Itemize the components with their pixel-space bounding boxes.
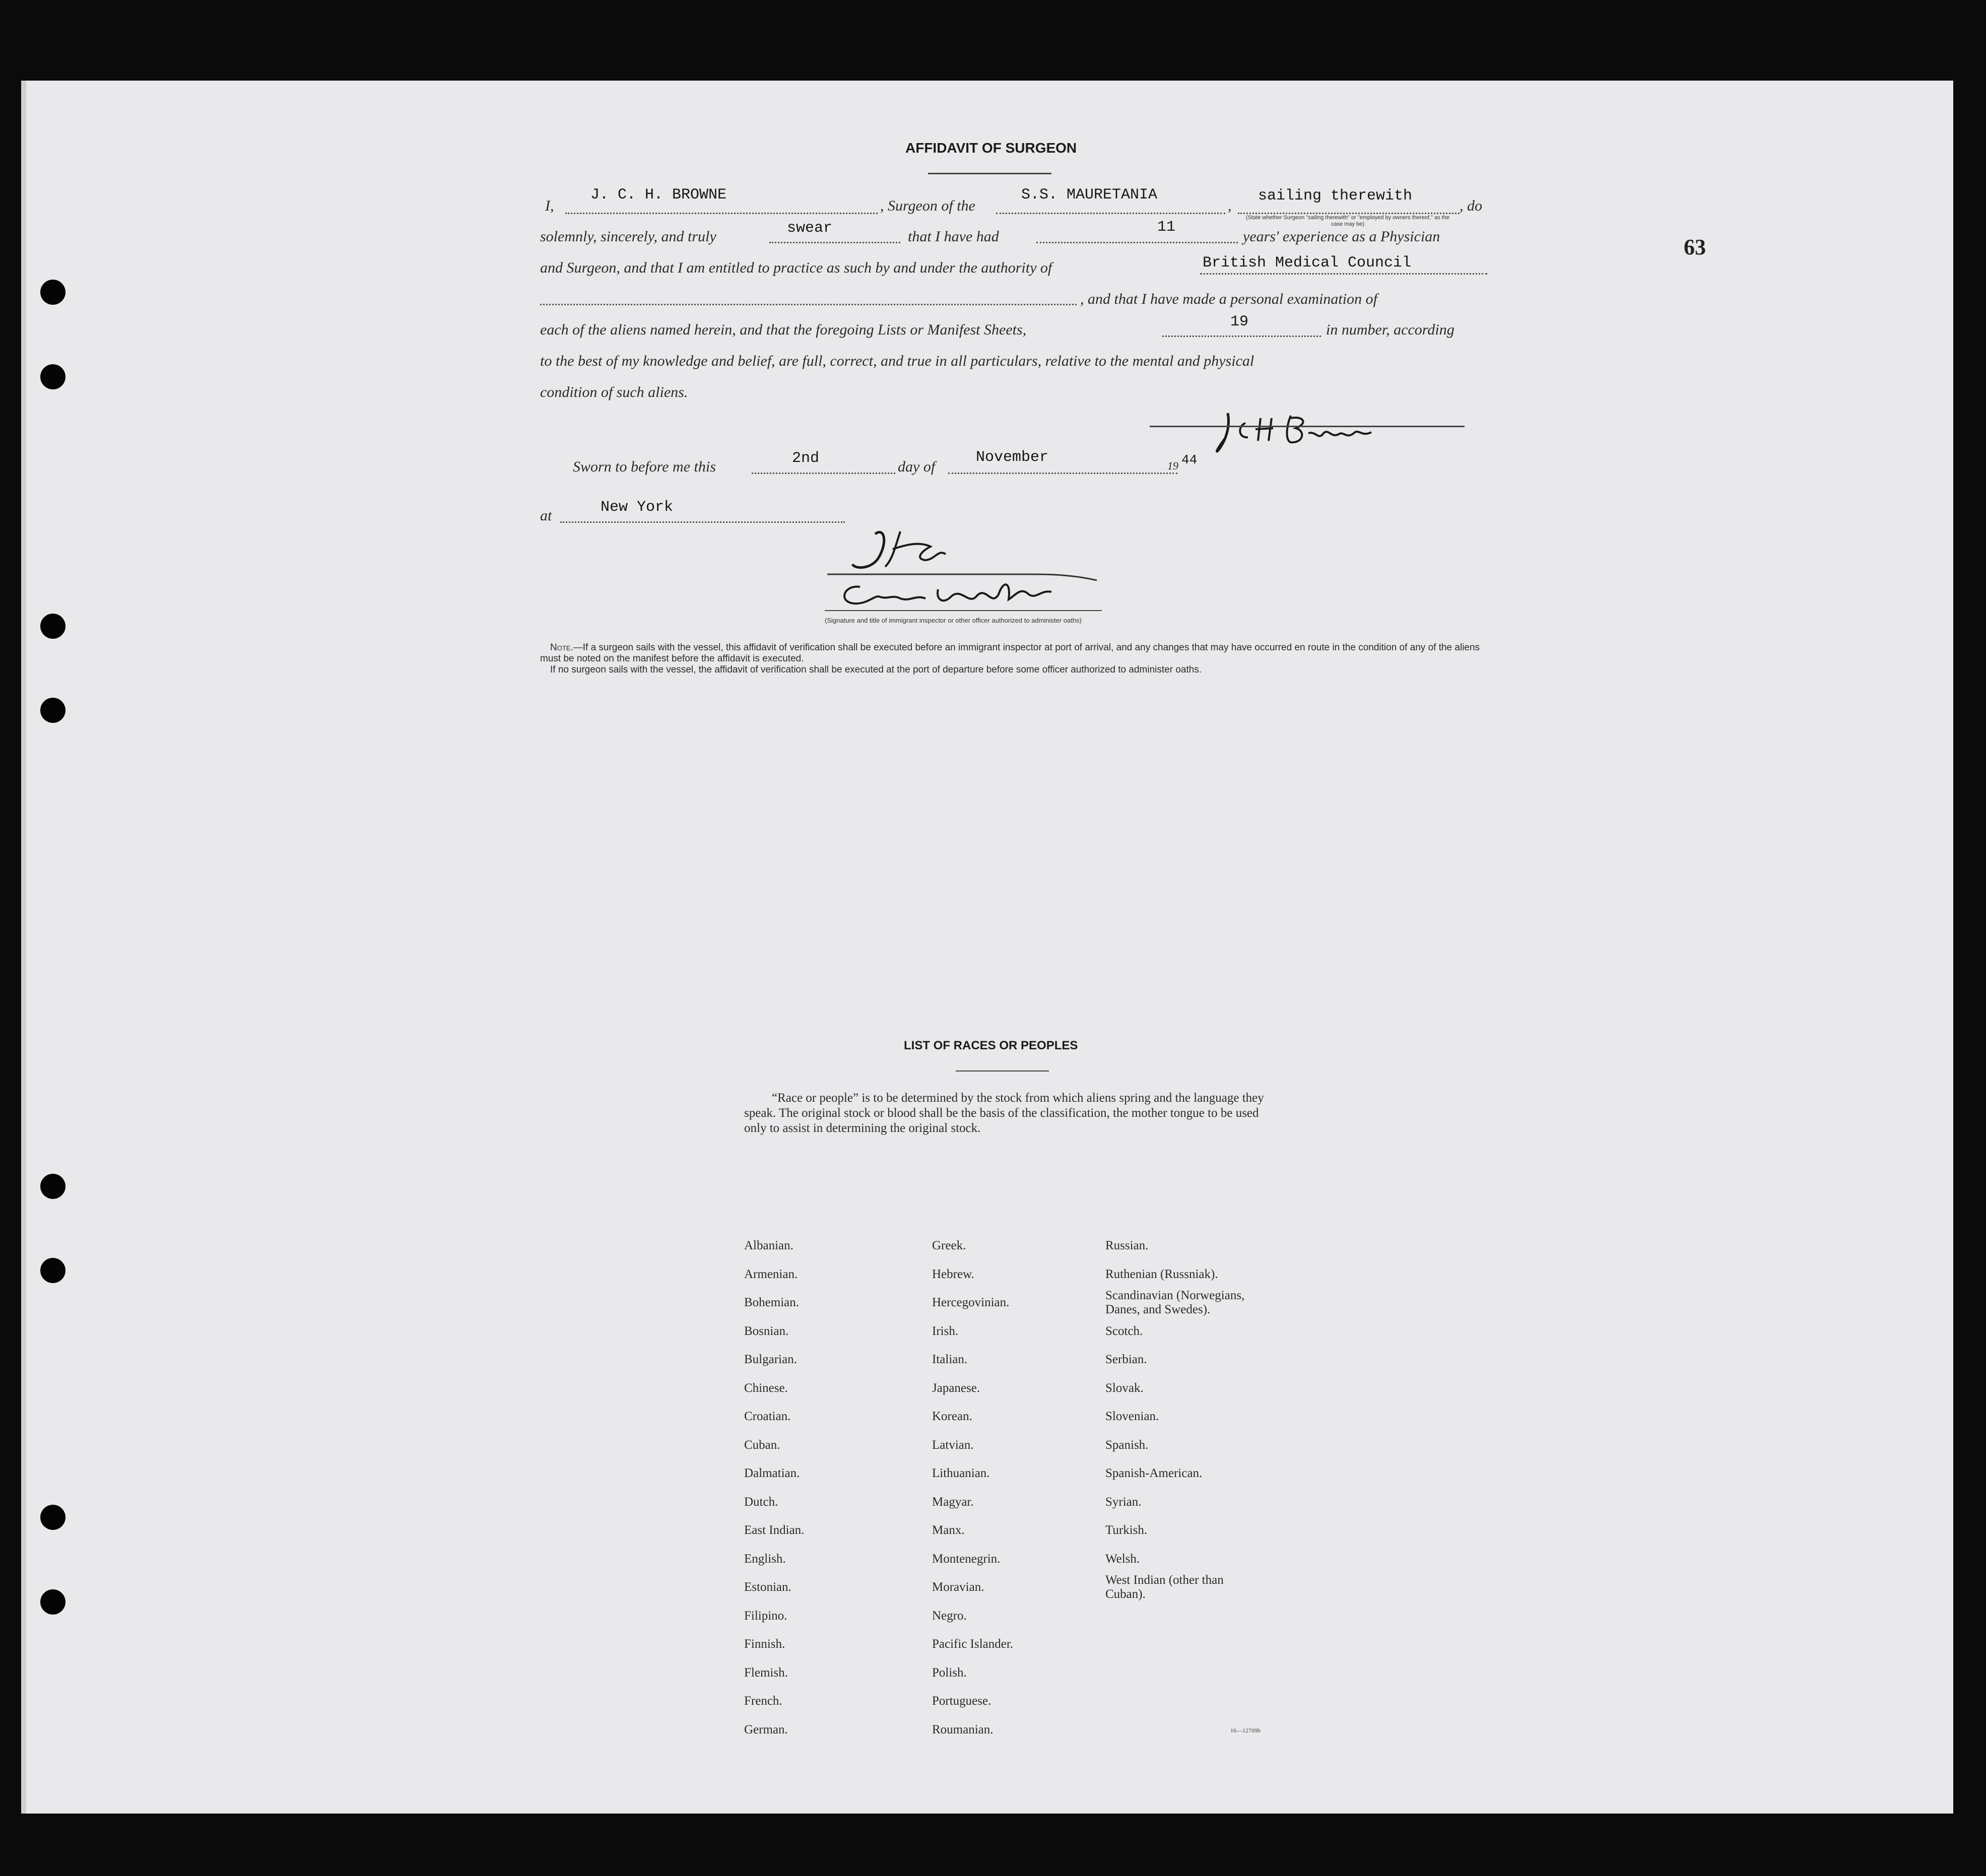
surgeon-name-value: J. C. H. BROWNE xyxy=(590,186,727,204)
race-item: Welsh. xyxy=(1105,1552,1140,1566)
status-value: sailing therewith xyxy=(1258,187,1413,205)
at-place-value: New York xyxy=(601,499,674,516)
title-underline xyxy=(928,173,1051,174)
race-item: Bohemian. xyxy=(744,1296,800,1309)
race-item: Dutch. xyxy=(744,1495,778,1509)
race-item: German. xyxy=(744,1722,788,1736)
race-item: Negro. xyxy=(932,1609,967,1623)
race-item: Ruthenian (Russniak). xyxy=(1105,1267,1218,1281)
race-item: Roumanian. xyxy=(932,1722,994,1736)
race-item: Latvian. xyxy=(932,1438,974,1452)
race-item: Japanese. xyxy=(932,1381,980,1395)
line4-suffix: , and that I have made a personal examination of xyxy=(1080,291,1377,307)
officer-signature xyxy=(800,524,1193,620)
sheets-underline xyxy=(1162,336,1321,337)
race-item: Bulgarian. xyxy=(744,1353,797,1366)
authority-value: British Medical Council xyxy=(1203,254,1412,272)
form-number: 16—12709b xyxy=(1230,1727,1261,1734)
sworn-month-underline xyxy=(948,473,1177,474)
at-prefix: at xyxy=(540,507,552,524)
punch-hole xyxy=(40,364,65,389)
authority-continuation-underline xyxy=(540,304,1077,305)
race-item: Magyar. xyxy=(932,1495,974,1509)
race-item: Korean. xyxy=(932,1410,972,1423)
line5-suffix: in number, according xyxy=(1326,321,1454,338)
race-item: Pacific Islander. xyxy=(932,1637,1014,1651)
sworn-month-value: November xyxy=(976,449,1049,466)
note-label: Note. xyxy=(550,642,573,653)
affidavit-title: AFFIDAVIT OF SURGEON xyxy=(905,140,1077,156)
years-value: 11 xyxy=(1157,219,1176,236)
line2-prefix: solemnly, sincerely, and truly xyxy=(540,228,716,245)
line1-suffix: , do xyxy=(1460,197,1482,214)
race-item: Chinese. xyxy=(744,1381,788,1395)
sworn-day-underline xyxy=(752,473,895,474)
line5-prefix: each of the aliens named herein, and that the foregoing Lists or Manifest Sheets, xyxy=(540,321,1027,338)
surgeon-signature-line xyxy=(1150,426,1465,427)
officer-caption: (Signature and title of immigrant inspector or other officer authorized to administer oaths) xyxy=(825,617,1082,624)
line1-prefix: I, xyxy=(545,197,554,214)
race-item: Slovak. xyxy=(1105,1381,1144,1395)
race-item: Spanish-American. xyxy=(1105,1466,1203,1480)
race-item: Lithuanian. xyxy=(932,1466,990,1480)
race-item: Serbian. xyxy=(1105,1353,1147,1366)
race-item: Russian. xyxy=(1105,1239,1149,1252)
line7: condition of such aliens. xyxy=(540,384,688,400)
race-item: Polish. xyxy=(932,1665,967,1680)
affidavit-note xyxy=(540,642,1487,676)
race-item: Scotch. xyxy=(1105,1324,1143,1338)
authority-underline xyxy=(1200,273,1487,275)
race-item: French. xyxy=(744,1694,782,1708)
sheets-value: 19 xyxy=(1230,313,1249,330)
race-item: Filipino. xyxy=(744,1609,787,1623)
race-item: Hercegovinian. xyxy=(932,1296,1010,1309)
race-item: Slovenian. xyxy=(1105,1410,1159,1423)
sworn-year-value: 44 xyxy=(1181,452,1198,467)
race-item: Moravian. xyxy=(932,1580,984,1594)
race-item: Croatian. xyxy=(744,1410,791,1423)
sworn-prefix: Sworn to before me this xyxy=(573,458,716,475)
race-item: West Indian (other than Cuban). xyxy=(1105,1573,1224,1601)
race-item: Italian. xyxy=(932,1353,968,1366)
line2-suffix: years' experience as a Physician xyxy=(1243,228,1440,245)
note-text: —If a surgeon sails with the vessel, this affidavit of verification shall be executed before an immigrant inspector at port of arrival, and any changes that may have occurred en route in the condition of any of the aliens must be noted on the manifest before the affidavit is executed. xyxy=(540,642,1480,664)
race-item: Bosnian. xyxy=(744,1324,789,1338)
at-underline xyxy=(560,521,845,523)
punch-hole xyxy=(40,280,65,305)
line1-comma: , xyxy=(1228,197,1232,214)
oath-value: swear xyxy=(787,220,833,237)
punch-hole xyxy=(40,698,65,723)
race-item: Irish. xyxy=(932,1324,959,1338)
punch-hole xyxy=(40,1505,65,1530)
sworn-mid: day of xyxy=(898,458,936,475)
sworn-day-value: 2nd xyxy=(792,450,820,467)
race-item: Flemish. xyxy=(744,1665,788,1680)
line6: to the best of my knowledge and belief, are full, correct, and true in all particulars, relative to the mental and physical xyxy=(540,353,1254,369)
race-item: Cuban. xyxy=(744,1438,780,1452)
punch-hole xyxy=(40,1589,65,1615)
ship-value: S.S. MAURETANIA xyxy=(1021,186,1158,204)
page-number: 63 xyxy=(1684,235,1706,259)
race-item: Dalmatian. xyxy=(744,1466,800,1480)
races-column-2 xyxy=(932,1232,1013,1744)
race-item: Albanian. xyxy=(744,1239,793,1252)
race-item: Montenegrin. xyxy=(932,1552,1001,1566)
race-item: Scandinavian (Norwegians, Danes, and Swedes). xyxy=(1105,1289,1245,1316)
race-item: Finnish. xyxy=(744,1637,785,1651)
status-hint: (State whether Surgeon "sailing therewith" or "employed by owners thereof," as the case may be) xyxy=(1246,215,1449,227)
punch-hole xyxy=(40,1174,65,1199)
oath-underline xyxy=(769,242,900,243)
races-title: LIST OF RACES OR PEOPLES xyxy=(904,1039,1078,1052)
race-item: Manx. xyxy=(932,1523,965,1537)
races-column-3 xyxy=(1105,1232,1244,1602)
sworn-year-prefix: 19 xyxy=(1167,459,1178,472)
race-item: Hebrew. xyxy=(932,1267,974,1281)
races-column-1 xyxy=(744,1232,804,1744)
races-title-underline xyxy=(956,1070,1049,1071)
race-item: East Indian. xyxy=(744,1523,805,1537)
punch-hole xyxy=(40,1258,65,1283)
race-item: Spanish. xyxy=(1105,1438,1149,1452)
race-item: Portuguese. xyxy=(932,1694,991,1708)
status-underline xyxy=(1238,213,1460,214)
punch-hole xyxy=(40,614,65,639)
line2-mid: that I have had xyxy=(908,228,999,245)
races-intro: “Race or people” is to be determined by the stock from which aliens spring and the language they speak. The original stock or blood shall be the basis of the classification, the mother tongue to be used only to assist in determining the original stock. xyxy=(744,1091,1264,1135)
race-item: Armenian. xyxy=(744,1267,798,1281)
line1-mid: , Surgeon of the xyxy=(880,197,975,214)
line3-prefix: and Surgeon, and that I am entitled to practice as such by and under the authority of xyxy=(540,259,1052,276)
race-item: Estonian. xyxy=(744,1580,791,1594)
surgeon-name-underline xyxy=(565,213,878,214)
note-text-2: If no surgeon sails with the vessel, the affidavit of verification shall be executed at the port of departure before some officer authorized to administer oaths. xyxy=(550,664,1202,675)
ship-underline xyxy=(996,213,1225,214)
race-item: Syrian. xyxy=(1105,1495,1142,1509)
race-item: Turkish. xyxy=(1105,1523,1148,1537)
race-item: Greek. xyxy=(932,1239,966,1252)
document-sheet xyxy=(21,81,1953,1814)
surgeon-signature xyxy=(1215,403,1407,458)
race-item: English. xyxy=(744,1552,786,1566)
years-underline xyxy=(1036,242,1238,243)
